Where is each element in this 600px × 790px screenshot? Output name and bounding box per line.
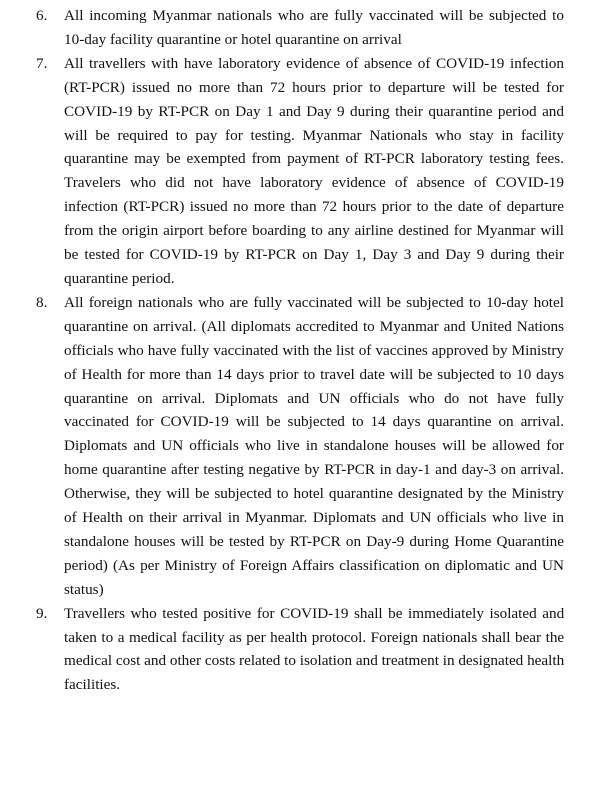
paragraph-line: taken to a medical facility as per health protocol. Foreign nationals shall bear the	[64, 628, 565, 646]
paragraph-line: status)	[64, 580, 104, 598]
list-item	[36, 291, 564, 602]
paragraph-line: Otherwise, they will be subjected to hotel quarantine designated by the Ministry	[64, 485, 564, 503]
paragraph-line: quarantine may be exempted from payment of RT-PCR laboratory testing fees.	[64, 150, 564, 168]
paragraph-line: infection (RT-PCR) issued no more than 72 hours prior to the date of departure	[64, 198, 564, 216]
item-paragraph	[64, 52, 564, 291]
item-paragraph	[64, 602, 564, 698]
paragraph-line: (RT-PCR) issued no more than 72 hours prior to departure will be tested for	[64, 78, 564, 96]
item-number: 6.	[36, 7, 48, 24]
paragraph-line: quarantine on arrival. (All diplomats accredited to Myanmar and United Nations	[64, 317, 564, 335]
paragraph-line: All incoming Myanmar nationals who are fully vaccinated will be subjected to	[64, 7, 564, 24]
numbered-list	[36, 4, 564, 697]
paragraph-line: period) (As per Ministry of Foreign Affairs classification on diplomatic and UN	[64, 556, 564, 574]
paragraph-line: from the origin airport before boarding to any airline destined for Myanmar will	[64, 222, 564, 240]
paragraph-line: will be required to pay for testing. Myanmar Nationals who stay in facility	[64, 126, 564, 144]
paragraph-line: standalone houses will be tested by RT-PCR on Day-9 during Home Quarantine	[64, 532, 564, 550]
list-item	[36, 602, 564, 698]
paragraph-line: vaccinated for COVID-19 will be subjected to 14 days quarantine on arrival.	[64, 413, 564, 431]
item-number: 8.	[36, 293, 48, 311]
item-paragraph	[64, 4, 564, 52]
item-paragraph	[64, 291, 564, 602]
paragraph-line: COVID-19 by RT-PCR on Day 1 and Day 9 during their quarantine period and	[64, 102, 564, 120]
paragraph-line: All foreign nationals who are fully vaccinated will be subjected to 10-day hotel	[64, 293, 564, 311]
list-item	[36, 52, 564, 291]
paragraph-line: quarantine period.	[64, 269, 175, 287]
item-number: 9.	[36, 604, 48, 622]
item-number: 7.	[36, 54, 48, 72]
paragraph-line: of Health on their arrival in Myanmar. Diplomats and UN officials who live in	[64, 509, 564, 527]
paragraph-line: quarantine on arrival. Diplomats and UN officials who do not have fully	[64, 389, 564, 407]
list-item	[36, 4, 564, 52]
paragraph-line: be tested for COVID-19 by RT-PCR on Day 1, Day 3 and Day 9 during their	[64, 246, 564, 264]
paragraph-line: Diplomats and UN officials who live in standalone houses will be allowed for	[64, 437, 564, 455]
paragraph-line: All travellers with have laboratory evidence of absence of COVID-19 infection	[64, 54, 564, 72]
paragraph-line: officials who have fully vaccinated with the list of vaccines approved by Ministry	[64, 341, 564, 359]
paragraph-line: of Health for more than 14 days prior to travel date will be subjected to 10 days	[64, 365, 564, 383]
paragraph-line: home quarantine after testing negative by RT-PCR in day-1 and day-3 on arrival.	[64, 461, 564, 479]
paragraph-line: 10-day facility quarantine or hotel quarantine on arrival	[64, 30, 402, 48]
paragraph-line: medical cost and other costs related to isolation and treatment in designated health	[64, 652, 565, 670]
paragraph-line: Travellers who tested positive for COVID-19 shall be immediately isolated and	[64, 604, 565, 622]
paragraph-line: facilities.	[64, 676, 121, 694]
paragraph-line: Travelers who did not have laboratory evidence of absence of COVID-19	[64, 174, 564, 192]
